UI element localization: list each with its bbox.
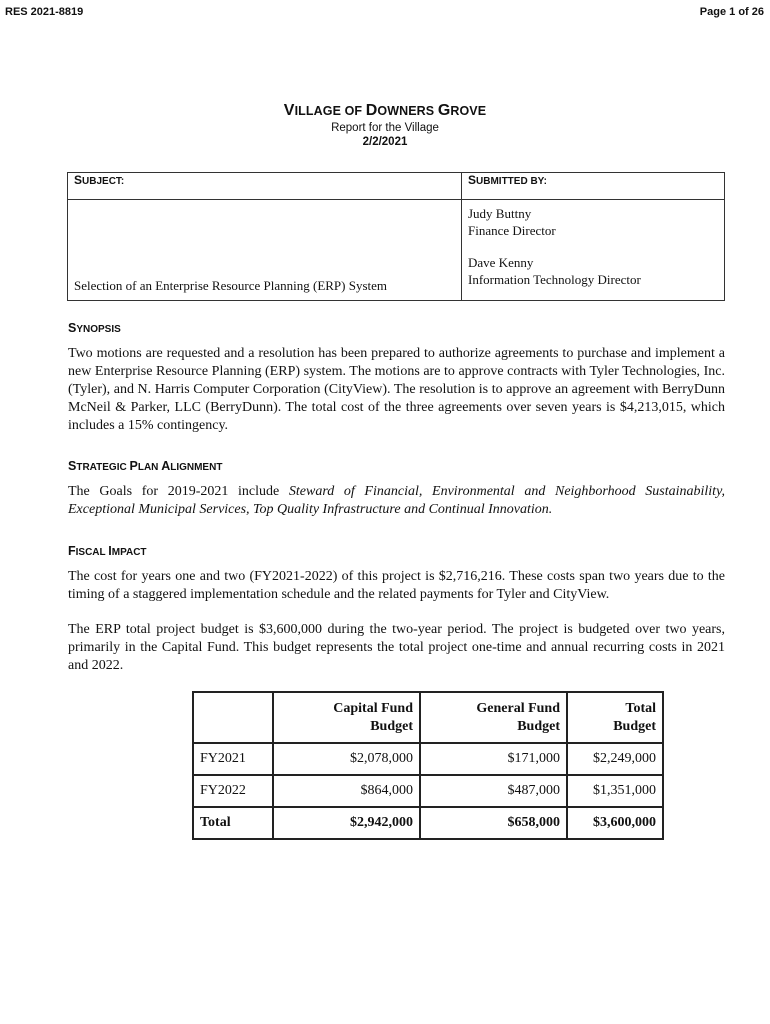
report-date: 2/2/2021 <box>362 136 408 148</box>
budget-header-total: Total Budget <box>567 692 663 743</box>
budget-header-empty <box>193 692 273 743</box>
page-title: VILLAGE OF DOWNERS GROVE <box>283 102 487 119</box>
submitted-by-header: SUBMITTED BY: <box>462 173 725 200</box>
general-cell: $487,000 <box>420 775 567 807</box>
submitter-name: Judy Buttny <box>468 206 532 221</box>
budget-table <box>192 691 664 840</box>
synopsis-text: Two motions are requested and a resolution has been prepared to authorize agreements to purchase and implement a new Enterprise Resource Planning (ERP) system. The motions are to approve contracts with Tyler Technologies, Inc. (Tyler), and N. Harris Computer Corporation (CityView). The resolution is to approve an agreement with BerryDunn McNeil & Parker, LLC (BerryDunn). The total cost of the three agreements over seven years is $4,213,015, which includes a 15% contingency. <box>68 346 725 433</box>
synopsis-heading: SYNOPSIS <box>68 321 121 335</box>
capital-cell: $2,942,000 <box>273 807 420 839</box>
page-number: Page 1 of 26 <box>699 6 764 18</box>
general-cell: $658,000 <box>420 807 567 839</box>
budget-header-general: General Fund Budget <box>420 692 567 743</box>
table-row <box>193 775 663 807</box>
budget-header-capital: Capital Fund Budget <box>273 692 420 743</box>
report-subtitle: Report for the Village <box>331 122 439 134</box>
submitter-role: Finance Director <box>468 222 556 238</box>
total-cell: $1,351,000 <box>567 775 663 807</box>
subject-table <box>67 172 725 301</box>
budget-header-row <box>193 692 663 743</box>
subject-text: Selection of an Enterprise Resource Planning (ERP) System <box>68 200 462 301</box>
submitters <box>462 200 725 301</box>
row-label: FY2021 <box>193 743 273 775</box>
total-cell: $3,600,000 <box>567 807 663 839</box>
submitter-name: Dave Kenny <box>468 255 534 270</box>
strategic-plan-heading: STRATEGIC PLAN ALIGNMENT <box>68 459 223 473</box>
total-cell: $2,249,000 <box>567 743 663 775</box>
table-row-total <box>193 807 663 839</box>
fiscal-impact-heading: FISCAL IMPACT <box>68 544 147 558</box>
table-row <box>193 743 663 775</box>
submitter-role: Information Technology Director <box>468 271 641 287</box>
capital-cell: $864,000 <box>273 775 420 807</box>
document-id: RES 2021-8819 <box>5 6 84 18</box>
fiscal-impact-paragraph-1: The cost for years one and two (FY2021-2022) of this project is $2,716,216. These costs span two years due to the timing of a staggered implementation schedule and the related payments for Tyler and CityView. <box>68 569 725 602</box>
row-label: Total <box>193 807 273 839</box>
strategic-plan-text: The Goals for 2019-2021 include Steward of Financial, Environmental and Neighborhood Sustainability, Exceptional Municipal Services, Top Quality Infrastructure and Continual Innovation. <box>68 484 726 517</box>
report-title-block <box>0 101 770 149</box>
fiscal-impact-paragraph-2: The ERP total project budget is $3,600,000 during the two-year period. The project is budgeted over two years, primarily in the Capital Fund. This budget represents the total project one-time and annual recurring costs in 2021 and 2022. <box>68 622 725 673</box>
general-cell: $171,000 <box>420 743 567 775</box>
row-label: FY2022 <box>193 775 273 807</box>
capital-cell: $2,078,000 <box>273 743 420 775</box>
subject-header: SUBJECT: <box>68 173 462 200</box>
